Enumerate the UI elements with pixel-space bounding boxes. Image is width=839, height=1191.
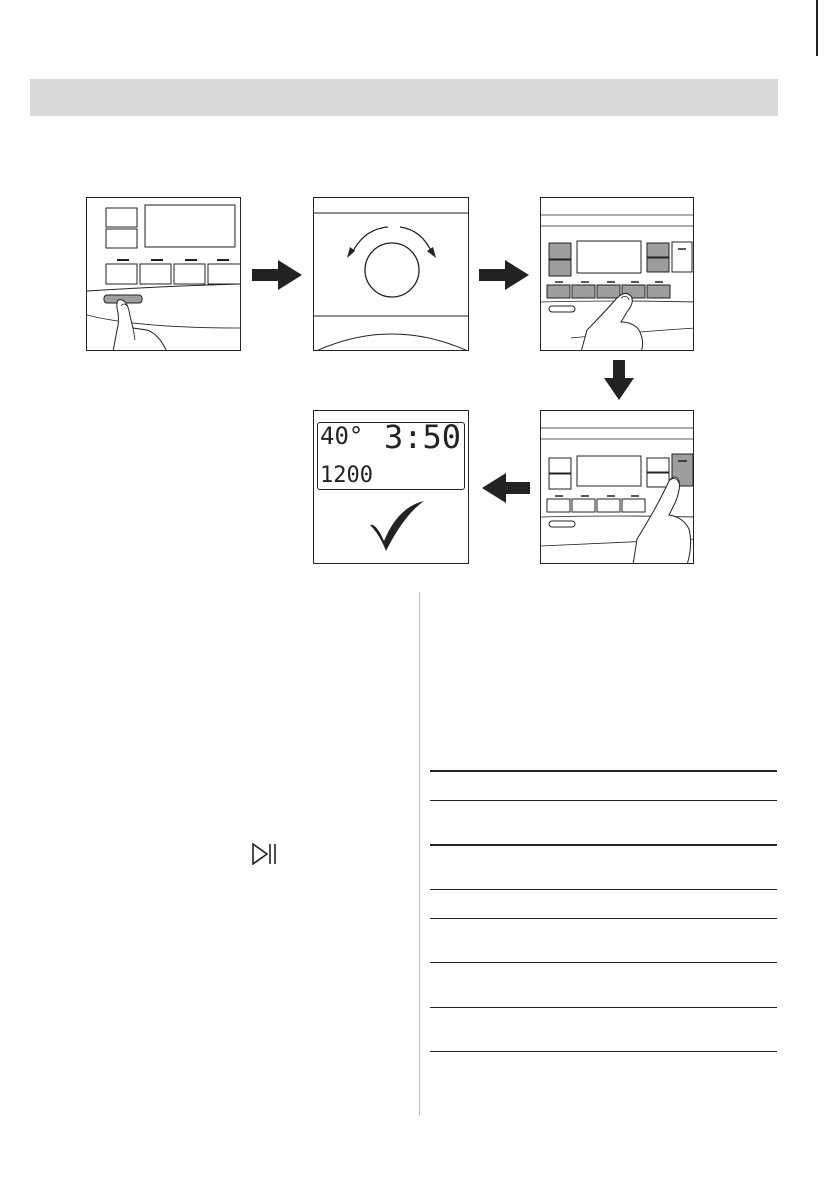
table-top-rule [430,770,777,772]
arrow-left-icon [482,473,530,503]
step-press-power-panel [86,197,241,351]
section-header-bar [30,79,778,116]
table-bottom-rule [430,1051,777,1052]
table-row-rule [430,800,777,801]
play-pause-icon [252,843,278,865]
arrow-down-icon [604,360,634,400]
table-group-rule [430,844,777,846]
table-row-rule [430,1007,777,1008]
dial-rotate-icon [347,227,436,297]
spin-speed-readout: 1200 [320,463,373,488]
time-readout: 3:50 [383,418,461,456]
temperature-readout: 40° [320,422,364,450]
arrow-right-icon [479,260,529,290]
step-programme-running-panel [313,410,469,564]
table-row-rule [430,918,777,919]
margin-rule [816,0,818,56]
table-row-rule [430,962,777,963]
step-select-option-panel [540,197,694,351]
finger-press-icon [633,477,691,564]
column-divider [419,592,420,1116]
step-press-start-panel [540,410,694,564]
checkmark-icon [370,501,424,551]
arrow-right-icon [252,260,302,290]
finger-press-icon [581,293,643,351]
step-select-programme-panel [313,197,469,351]
table-row-rule [430,889,777,890]
